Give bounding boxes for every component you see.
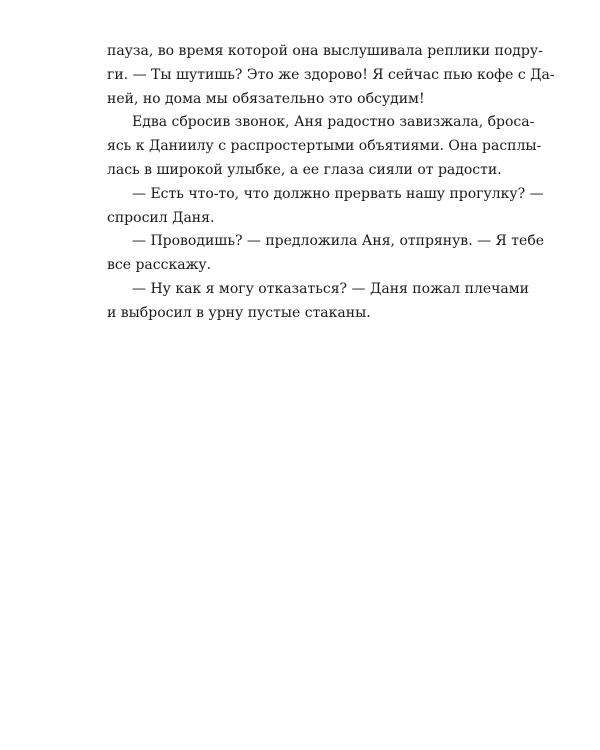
text-line: лась в широкой улыбке, а ее глаза сияли от радости.: [107, 161, 502, 178]
text-line: — Есть что-то, что должно прервать нашу прогулку? —: [132, 185, 544, 202]
text-line: ги. — Ты шутишь? Это же здорово! Я сейчас пью кофе с Да-: [107, 66, 555, 83]
paragraph: [107, 183, 544, 231]
text-line: — Ну как я могу отказаться? — Даня пожал плечами: [132, 280, 529, 297]
text-line: все расскажу.: [107, 257, 212, 274]
text-line: ясь к Даниилу с распростертыми объятиями. Она расплы-: [107, 138, 542, 155]
text-line: — Проводишь? — предложила Аня, отпрянув. — Я тебе: [132, 233, 545, 250]
body-text: [107, 40, 555, 326]
text-line: пауза, во время которой она выслушивала реплики подру-: [107, 43, 543, 59]
text-line: Едва сбросив звонок, Аня радостно завизжала, броса-: [132, 114, 535, 131]
text-line: ней, но дома мы обязательно это обсудим!: [107, 90, 425, 107]
text-line: и выбросил в урну пустые стаканы.: [107, 304, 371, 321]
paragraph: [107, 230, 545, 278]
text-line: спросил Даня.: [107, 209, 215, 226]
paragraph: [107, 40, 555, 111]
paragraph: [107, 278, 529, 326]
paragraph: [107, 111, 542, 182]
